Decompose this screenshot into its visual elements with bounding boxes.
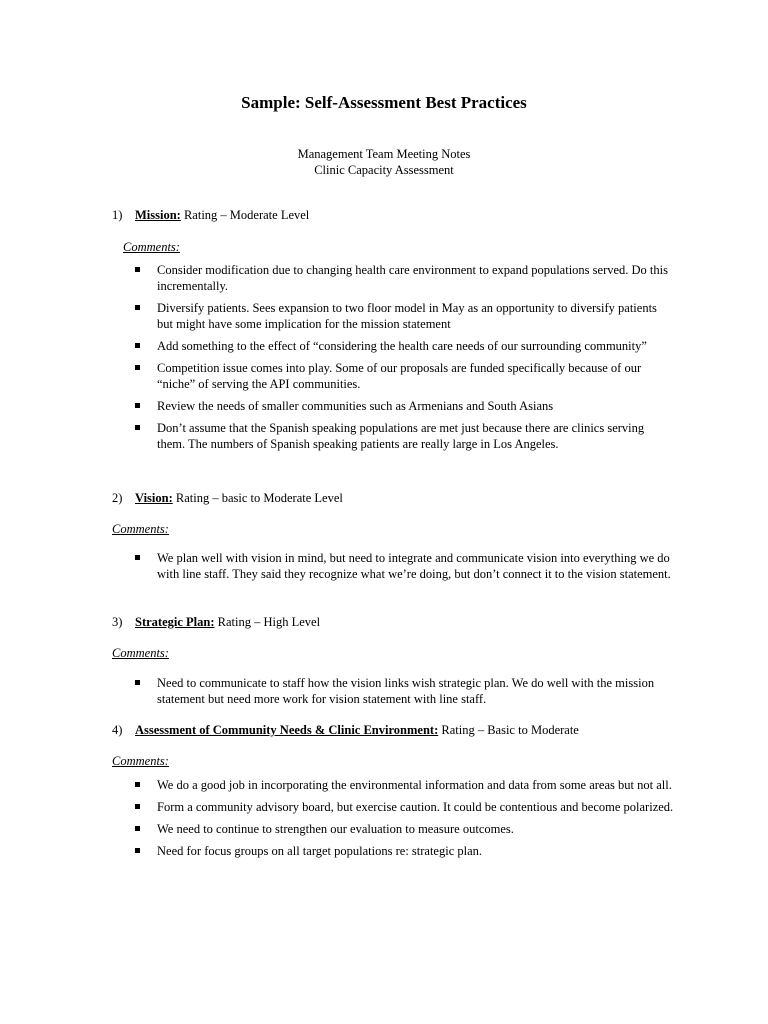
section-rating: Rating – High Level (214, 615, 321, 629)
comments-label: Comments: (112, 754, 169, 768)
comments-label: Comments: (123, 240, 180, 254)
comment-list (135, 777, 675, 865)
comments-label: Comments: (112, 522, 169, 536)
list-item: Consider modification due to changing health care environment to expand populations served. Do this incrementally. (135, 262, 675, 294)
list-item: Add something to the effect of “considering the health care needs of our surrounding community” (135, 338, 675, 354)
section-mission (112, 207, 692, 451)
section-number: 2) (112, 491, 123, 505)
subtitle-line-1: Management Team Meeting Notes (297, 147, 471, 161)
section-name: Mission: (135, 208, 181, 222)
section-name: Assessment of Community Needs & Clinic Environment: (135, 723, 439, 737)
section-number: 3) (112, 615, 123, 629)
section-heading (112, 490, 692, 506)
comment-list (135, 262, 675, 458)
comment-list (135, 675, 675, 713)
comment-list (135, 550, 675, 588)
section-heading (112, 614, 692, 630)
document-subtitle (0, 146, 768, 178)
list-item: Need to communicate to staff how the vision links wish strategic plan. We do well with the mission statement but need more work for vision statement with line staff. (135, 675, 675, 707)
section-heading (112, 722, 692, 738)
section-number: 1) (112, 208, 123, 222)
section-name: Strategic Plan: (135, 615, 215, 629)
list-item: Form a community advisory board, but exercise caution. It could be contentious and become polarized. (135, 799, 675, 815)
section-name: Vision: (135, 491, 173, 505)
section-rating: Rating – Moderate Level (180, 208, 310, 222)
section-heading (112, 207, 692, 223)
subtitle-line-2: Clinic Capacity Assessment (314, 163, 454, 177)
list-item: Competition issue comes into play. Some of our proposals are funded specifically because of our “niche” of serving the API communities. (135, 360, 675, 392)
list-item: We do a good job in incorporating the environmental information and data from some areas but not all. (135, 777, 675, 793)
section-number: 4) (112, 723, 123, 737)
list-item: Need for focus groups on all target populations re: strategic plan. (135, 843, 675, 859)
list-item: Review the needs of smaller communities such as Armenians and South Asians (135, 398, 675, 414)
list-item: We plan well with vision in mind, but need to integrate and communicate vision into everything we do with line staff. They said they recognize what we’re doing, but don’t connect it to the vision statement. (135, 550, 675, 582)
document-title: Sample: Self-Assessment Best Practices (241, 93, 527, 112)
section-vision (112, 490, 692, 581)
section-rating: Rating – Basic to Moderate (438, 723, 579, 737)
list-item: We need to continue to strengthen our evaluation to measure outcomes. (135, 821, 675, 837)
list-item: Diversify patients. Sees expansion to two floor model in May as an opportunity to diversify patients but might have some implication for the mission statement (135, 300, 675, 332)
section-rating: Rating – basic to Moderate Level (172, 491, 343, 505)
section-community-needs (112, 722, 692, 858)
section-strategic-plan (112, 614, 692, 706)
comments-label: Comments: (112, 646, 169, 660)
list-item: Don’t assume that the Spanish speaking populations are met just because there are clinics serving them. The numbers of Spanish speaking patients are really large in Los Angeles. (135, 420, 675, 452)
